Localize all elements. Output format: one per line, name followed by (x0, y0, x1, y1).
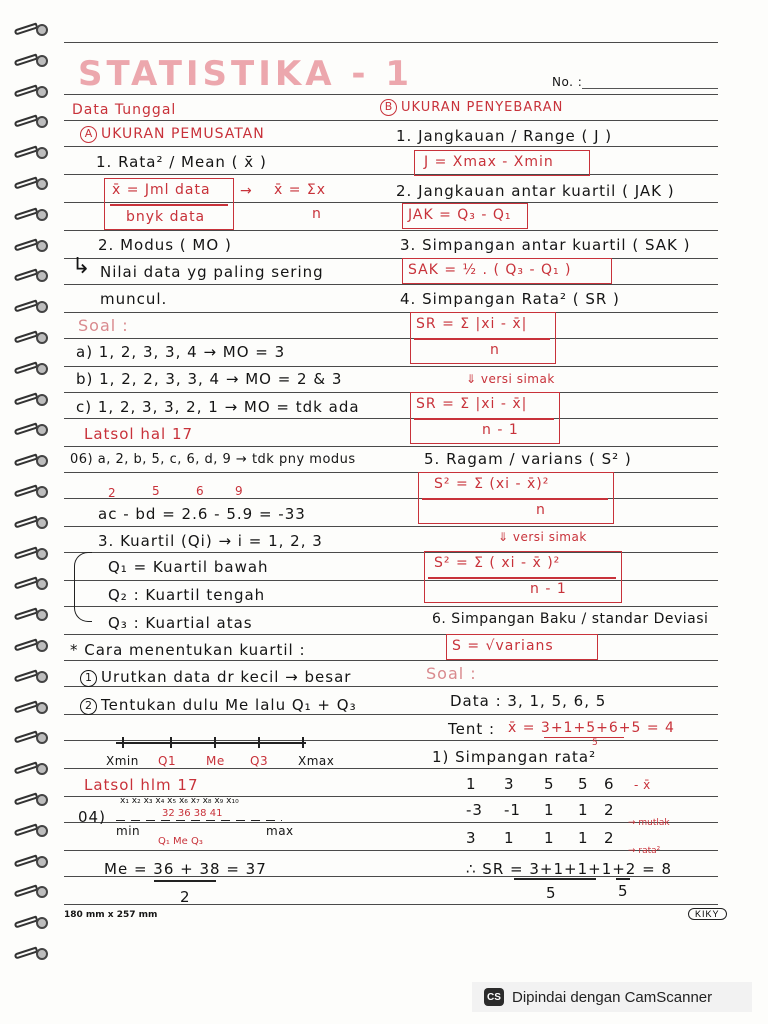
ruled-line (64, 526, 718, 527)
calc-cell: 5 (578, 775, 589, 793)
spiral-ring-icon (14, 700, 50, 718)
latsol-2: Latsol hlm 17 (84, 776, 199, 794)
ruled-line (64, 418, 718, 419)
spiral-ring-icon (14, 946, 50, 964)
spiral-ring-icon (14, 546, 50, 564)
spiral-ring-icon (14, 392, 50, 410)
sr-note: ⇓ versi simak (466, 372, 555, 386)
section-b-badge: B (380, 99, 397, 116)
sr-result-den: 5 (546, 884, 557, 902)
spiral-ring-icon (14, 268, 50, 286)
section-a-label: UKURAN PEMUSATAN (101, 126, 265, 142)
page-size-label: 180 mm x 257 mm (64, 910, 158, 920)
ruled-line (64, 284, 718, 285)
ruled-line (64, 42, 718, 43)
ragam-fraction-bar-2 (428, 577, 616, 579)
q04-values: 32 36 38 41 (162, 808, 223, 819)
sr-fraction-bar (414, 338, 550, 340)
example-a: a) 1, 2, 3, 3, 4 → MO = 3 (76, 343, 286, 361)
median-calc: Me = 36 + 38 = 37 (104, 860, 267, 878)
camscanner-text: Dipindai dengan CamScanner (512, 988, 713, 1006)
kuartil-heading: 3. Kuartil (Qi) → i = 1, 2, 3 (98, 532, 323, 550)
row2-label: → mutlak (628, 818, 670, 828)
spiral-ring-icon (14, 361, 50, 379)
sr-result: ∴ SR = 3+1+1+1+2 = 8 (466, 860, 672, 878)
arrow-icon: → (240, 183, 253, 199)
example-c: c) 1, 2, 3, 3, 2, 1 → MO = tdk ada (76, 398, 360, 416)
example-b: b) 1, 2, 2, 3, 3, 4 → MO = 2 & 3 (76, 370, 343, 388)
modus-desc-1: Nilai data yg paling sering (100, 263, 324, 281)
tent-label: Tent : (448, 720, 496, 738)
row1-label: - x̄ (634, 778, 651, 792)
axis-q1: Q1 (158, 754, 177, 768)
sr-result-den-2: 5 (618, 882, 629, 900)
mean-sigma-num: x̄ = Σx (274, 182, 327, 198)
ragam-num-2: S² = Σ ( xi - x̄ )² (434, 555, 561, 571)
section-b-heading (380, 99, 563, 116)
spiral-ring-icon (14, 576, 50, 594)
mean-calc-bar (544, 737, 624, 738)
q04-labels: Q₁ Me Q₃ (158, 836, 203, 847)
ruled-line (64, 850, 718, 851)
cara-heading: * Cara menentukan kuartil : (70, 641, 306, 659)
ruled-line (64, 904, 718, 905)
calc-cell: -1 (504, 801, 521, 819)
q04-max: max (266, 824, 294, 838)
spiral-ring-icon (14, 915, 50, 933)
data-list: Data : 3, 1, 5, 6, 5 (450, 692, 607, 710)
axis-me: Me (206, 754, 225, 768)
axis-q3: Q3 (250, 754, 269, 768)
calc-cell: 3 (504, 775, 515, 793)
sr-result-bar-2 (616, 878, 630, 880)
latsol-1: Latsol hal 17 (84, 425, 194, 443)
question-06: 06) a, 2, b, 5, c, 6, d, 9 → tdk pny modus (70, 452, 356, 467)
median-fraction-bar (154, 880, 216, 882)
step-1 (80, 668, 351, 687)
q04-min: min (116, 824, 141, 838)
spiral-ring-icon (14, 669, 50, 687)
range-formula: J = Xmax - Xmin (424, 154, 554, 170)
sr-fraction-bar-2 (414, 418, 554, 420)
q06-calc: ac - bd = 2.6 - 5.9 = -33 (98, 505, 306, 523)
spiral-ring-icon (14, 238, 50, 256)
step-2-text: Tentukan dulu Me lalu Q₁ + Q₃ (101, 696, 357, 714)
ruled-line (64, 120, 718, 121)
q04-blanks (116, 820, 282, 821)
spiral-ring-icon (14, 422, 50, 440)
kuartil-q2: Q₂ : Kuartil tengah (108, 586, 266, 604)
spiral-ring-icon (14, 84, 50, 102)
spiral-ring-icon (14, 607, 50, 625)
ragam-den: n (536, 502, 546, 518)
step-2-badge: 2 (80, 698, 97, 715)
spiral-ring-icon (14, 823, 50, 841)
spiral-ring-icon (14, 22, 50, 40)
mean-calc-den: 5 (592, 738, 598, 748)
sr-den: n (490, 342, 500, 358)
sr-num: SR = Σ |xi - x̄| (416, 316, 528, 332)
spiral-ring-icon (14, 330, 50, 348)
mean-formula-den: bnyk data (126, 209, 206, 225)
sr-den-2: n - 1 (482, 422, 519, 438)
q06-val-3: 6 (196, 484, 204, 498)
calc-cell: 5 (544, 775, 555, 793)
q06-val-2: 5 (152, 484, 160, 498)
step-1-text: Urutkan data dr kecil → besar (101, 668, 352, 686)
spiral-ring-icon (14, 761, 50, 779)
median-den: 2 (180, 888, 191, 906)
mean-fraction-bar (110, 204, 228, 206)
calc-cell: 3 (466, 829, 477, 847)
axis-xmax: Xmax (298, 754, 335, 768)
calc-cell: 1 (544, 829, 555, 847)
ragam-heading: 5. Ragam / varians ( S² ) (424, 450, 632, 468)
sr-heading: 4. Simpangan Rata² ( SR ) (400, 290, 620, 308)
q04-subscripts: x₁ x₂ x₃ x₄ x₅ x₆ x₇ x₈ x₉ x₁₀ (120, 796, 239, 806)
curved-arrow-icon: ↳ (72, 254, 92, 279)
page-number-label: No. : (552, 75, 583, 89)
baku-formula: S = √varians (452, 638, 554, 654)
question-04: 04) (78, 808, 106, 826)
q1-heading: 1) Simpangan rata² (432, 748, 597, 766)
step-2 (80, 696, 357, 715)
ragam-fraction-bar (422, 498, 608, 500)
calc-cell: 1 (578, 829, 589, 847)
quartile-axis (116, 742, 306, 744)
camscanner-watermark (472, 982, 752, 1012)
ruled-line (64, 230, 718, 231)
kuartil-q3: Q₃ : Kuartial atas (108, 614, 253, 632)
mean-heading: 1. Rata² / Mean ( x̄ ) (96, 153, 267, 171)
section-a-heading (80, 126, 265, 143)
step-1-badge: 1 (80, 670, 97, 687)
ruled-line (64, 660, 718, 661)
spiral-ring-icon (14, 176, 50, 194)
jak-heading: 2. Jangkauan antar kuartil ( JAK ) (396, 182, 675, 200)
axis-tick (170, 737, 172, 748)
mean-sigma-den: n (312, 206, 322, 222)
sak-formula: SAK = ½ . ( Q₃ - Q₁ ) (408, 262, 572, 278)
ruled-line (64, 366, 718, 367)
ruled-line (64, 822, 718, 823)
row3-label: → rata² (628, 846, 661, 856)
ruled-line (64, 94, 718, 95)
axis-tick (122, 737, 124, 748)
spiral-ring-icon (14, 114, 50, 132)
calc-cell: 1 (466, 775, 477, 793)
ruled-line (64, 634, 718, 635)
baku-heading: 6. Simpangan Baku / standar Deviasi (432, 611, 709, 627)
spiral-ring-icon (14, 515, 50, 533)
ruled-line (64, 446, 718, 447)
ruled-line (64, 392, 718, 393)
spiral-ring-icon (14, 854, 50, 872)
spiral-ring-icon (14, 484, 50, 502)
ragam-den-2: n - 1 (530, 581, 567, 597)
calc-cell: 1 (578, 801, 589, 819)
ruled-line (64, 258, 718, 259)
kuartil-q1: Q₁ = Kuartil bawah (108, 558, 269, 576)
spiral-ring-icon (14, 145, 50, 163)
calc-cell: 6 (604, 775, 615, 793)
modus-desc-2: muncul. (100, 290, 168, 308)
section-b-label: UKURAN PENYEBARAN (401, 100, 564, 115)
ruled-line (64, 338, 718, 339)
sr-num-2: SR = Σ |xi - x̄| (416, 396, 528, 412)
calc-cell: 1 (504, 829, 515, 847)
range-heading: 1. Jangkauan / Range ( J ) (396, 127, 613, 145)
spiral-ring-icon (14, 638, 50, 656)
spiral-ring-icon (14, 207, 50, 225)
brand-logo: KIKY (688, 908, 727, 920)
mean-calc: x̄ = 3+1+5+6+5 = 4 (508, 720, 675, 736)
sak-heading: 3. Simpangan antar kuartil ( SAK ) (400, 236, 691, 254)
ragam-num: S² = Σ (xi - x̄)² (434, 476, 550, 492)
page-title: STATISTIKA - 1 (78, 54, 413, 94)
q06-val-1: 2 (108, 486, 116, 500)
axis-xmin: Xmin (106, 754, 139, 768)
ragam-note: ⇓ versi simak (498, 530, 587, 544)
spiral-ring-icon (14, 730, 50, 748)
page-number-line (582, 88, 718, 89)
ruled-line (64, 146, 718, 147)
ruled-line (64, 768, 718, 769)
spiral-ring-icon (14, 792, 50, 810)
ruled-line (64, 498, 718, 499)
modus-heading: 2. Modus ( MO ) (98, 236, 232, 254)
spiral-ring-icon (14, 299, 50, 317)
soal-right: Soal : (426, 664, 477, 683)
axis-tick (214, 737, 216, 748)
calc-cell: 2 (604, 801, 615, 819)
data-tunggal-label: Data Tunggal (72, 102, 177, 118)
ruled-line (64, 312, 718, 313)
jak-formula: JAK = Q₃ - Q₁ (408, 207, 512, 223)
q06-val-4: 9 (235, 484, 243, 498)
calc-cell: 2 (604, 829, 615, 847)
kuartil-bracket (74, 552, 92, 622)
camscanner-icon: CS (484, 988, 504, 1006)
ruled-line (64, 174, 718, 175)
section-a-badge: A (80, 126, 97, 143)
calc-cell: -3 (466, 801, 483, 819)
axis-tick (258, 737, 260, 748)
axis-tick (302, 737, 304, 748)
mean-formula-num: x̄ = Jml data (112, 182, 211, 198)
spiral-ring-icon (14, 53, 50, 71)
spiral-ring-icon (14, 453, 50, 471)
soal-left: Soal : (78, 316, 129, 335)
spiral-ring-icon (14, 884, 50, 902)
ruled-line (64, 472, 718, 473)
ruled-line (64, 606, 718, 607)
sr-result-bar (514, 878, 596, 880)
calc-cell: 1 (544, 801, 555, 819)
